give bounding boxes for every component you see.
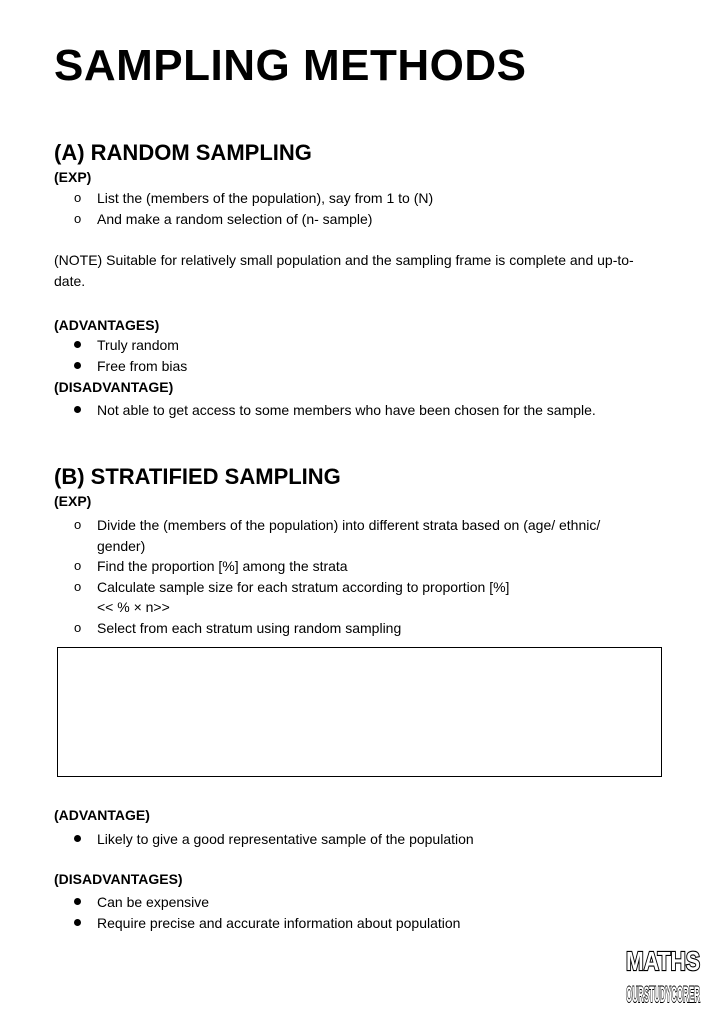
section-b-exp-list xyxy=(70,515,650,638)
list-item: Free from bias xyxy=(70,356,650,377)
section-b-disadvantages-label: (DISADVANTAGES) xyxy=(54,871,183,887)
list-item: o Divide the (members of the population) into different strata based on (age/ ethnic/ gender) xyxy=(70,515,650,556)
list-item: o Find the proportion [%] among the strata xyxy=(70,556,650,577)
list-item: Can be expensive xyxy=(70,892,650,913)
logo-line-2: OURSTUDYCORER xyxy=(626,982,701,1007)
page-title: SAMPLING METHODS xyxy=(54,41,527,90)
section-a-disadvantages-list xyxy=(70,400,650,421)
list-item: Truly random xyxy=(70,335,650,356)
formula-text: << % × n>> xyxy=(97,599,170,615)
list-item: Not able to get access to some members who have been chosen for the sample. xyxy=(70,400,650,421)
section-b-advantages-list xyxy=(70,829,650,850)
list-item: Require precise and accurate information about population xyxy=(70,913,650,934)
section-a-exp-list xyxy=(70,188,650,229)
list-item: Likely to give a good representative sample of the population xyxy=(70,829,650,850)
list-item: o And make a random selection of (n- sample) xyxy=(70,209,650,230)
maths-logo xyxy=(624,942,702,1010)
section-b-advantage-label: (ADVANTAGE) xyxy=(54,807,150,823)
section-a-disadvantage-label: (DISADVANTAGE) xyxy=(54,379,174,395)
section-a-advantages-list xyxy=(70,335,650,376)
list-item: o List the (members of the population), say from 1 to (N) xyxy=(70,188,650,209)
logo-line-1: MATHS xyxy=(626,946,700,976)
list-item-text: Calculate sample size for each stratum according to proportion [%] xyxy=(97,578,510,595)
list-item: o Select from each stratum using random sampling xyxy=(70,618,650,639)
section-a-heading: (A) RANDOM SAMPLING xyxy=(54,140,312,165)
list-item xyxy=(70,577,650,618)
section-b-disadvantages-list xyxy=(70,892,650,933)
section-b-exp-label: (EXP) xyxy=(54,493,92,509)
section-a-advantages-label: (ADVANTAGES) xyxy=(54,317,160,333)
blank-answer-box xyxy=(57,647,662,777)
section-a-note: (NOTE) Suitable for relatively small population and the sampling frame is complete and up-to-date. xyxy=(54,252,634,289)
section-a-exp-label: (EXP) xyxy=(54,169,92,185)
section-b-heading: (B) STRATIFIED SAMPLING xyxy=(54,464,341,489)
